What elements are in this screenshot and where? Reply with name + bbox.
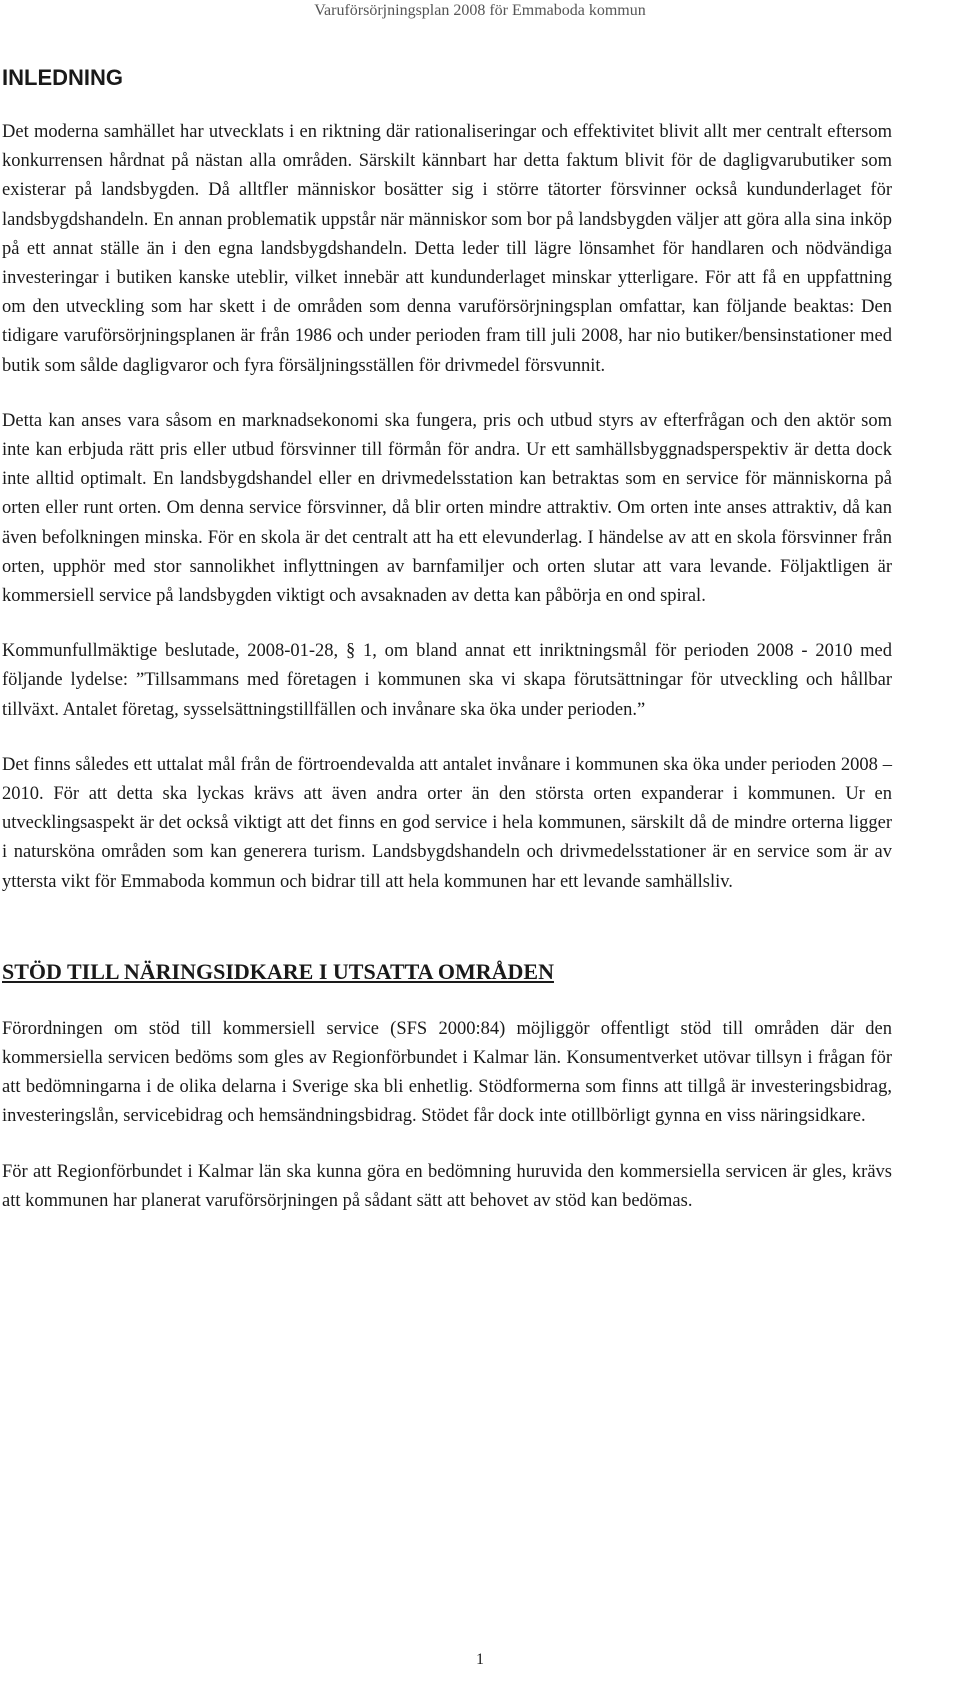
document-body — [2, 60, 892, 1242]
body-paragraph: Det moderna samhället har utvecklats i en riktning där rationaliseringar och effektivitet blivit allt mer centralt eftersom konkurrensen hårdnat på nästan alla områden. Särskilt kännbart har detta faktum blivit för de dagligvarubutiker som existerar på landsbygden. Då alltfler människor bosätter sig i större tätorter försvinner också kundunderlaget för landsbygdshandeln. En annan problematik uppstår när människor som bor på landsbygden väljer att göra alla sina inköp på ett annat ställe än i den egna landsbygdshandeln. Detta leder till lägre lönsamhet för handlaren och nödvändiga investeringar i butiken kanske uteblir, vilket innebär att kundunderlaget minskar ytterligare. För att få en uppfattning om den utveckling som har skett i de områden som denna varuförsörjningsplan omfattar, kan följande beaktas: Den tidigare varuförsörjningsplanen är från 1986 och under perioden fram till juli 2008, har nio butiker/bensinstationer med butik som sålde dagligvaror och fyra försäljningsställen för drivmedel försvunnit. — [2, 122, 892, 376]
section-heading-stod: STÖD TILL NÄRINGSIDKARE I UTSATTA OMRÅDEN — [2, 958, 554, 984]
body-paragraph: Förordningen om stöd till kommersiell service (SFS 2000:84) möjliggör offentligt stöd till områden där den kommersiella servicen bedöms som gles av Regionförbundet i Kalmar län. Konsumentverket utövar tillsyn i frågan för att bedömningarna i de olika delarna i Sverige ska bli enhetlig. Stödformerna som finns att tillgå är investeringsbidrag, investeringslån, servicebidrag och hemsändningsbidrag. Stödet får dock inte otillbörligt gynna en viss näringsidkare. — [2, 1018, 892, 1127]
spacer — [2, 923, 892, 957]
body-paragraph: Kommunfullmäktige beslutade, 2008-01-28, § 1, om bland annat ett inriktningsmål för perioden 2008 - 2010 med följande lydelse: ”Tillsammans med företagen i kommunen ska vi skapa förutsättningar för utveckling och hållbar tillväxt. Antalet företag, sysselsättningstillfällen och invånare ska öka under perioden.” — [2, 641, 892, 720]
body-paragraph: Det finns således ett uttalat mål från de förtroendevalda att antalet invånare i kommunen ska öka under perioden 2008 – 2010. För att detta ska lyckas krävs att även andra orter än den största orten expanderar i kommunen. Ur en utvecklingsaspekt är det också viktigt att det finns en god service i hela kommunen, särskilt då de mindre orterna ligger i natursköna områden som kan generera turism. Landsbygdshandeln och drivmedelsstationer är en service som är av yttersta vikt för Emmaboda kommun och bidrar till att hela kommunen har ett levande samhällsliv. — [2, 754, 892, 892]
body-paragraph: För att Regionförbundet i Kalmar län ska kunna göra en bedömning huruvida den kommersiella servicen är gles, krävs att kommunen har planerat varuförsörjningen på sådant sätt att behovet av stöd kan bedömas. — [2, 1161, 892, 1211]
page-header: Varuförsörjningsplan 2008 för Emmaboda kommun — [314, 2, 646, 19]
section-heading-inledning: INLEDNING — [2, 65, 123, 90]
page-number: 1 — [476, 1651, 484, 1668]
body-paragraph: Detta kan anses vara såsom en marknadsekonomi ska fungera, pris och utbud styrs av efterfrågan och den aktör som inte kan erbjuda rätt pris eller utbud försvinner till förmån för andra. Ur ett samhällsbyggnadsperspektiv är detta dock inte alltid optimalt. En landsbygdshandel eller en drivmedelsstation kan betraktas som en service för människorna på orten eller runt orten. Om denna service försvinner, då blir orten mindre attraktiv. Om orten inte anses attraktiv, då kan även befolkningen minska. För en skola är det centralt att ha ett elevunderlag. I händelse av att en skola försvinner från orten, upphör med stor sannolikhet inflyttningen av barnfamiljer och orten slutar att vara levande. Följaktligen är kommersiell service på landsbygden viktigt och avsaknaden av detta kan påbörja en ond spiral. — [2, 410, 892, 607]
